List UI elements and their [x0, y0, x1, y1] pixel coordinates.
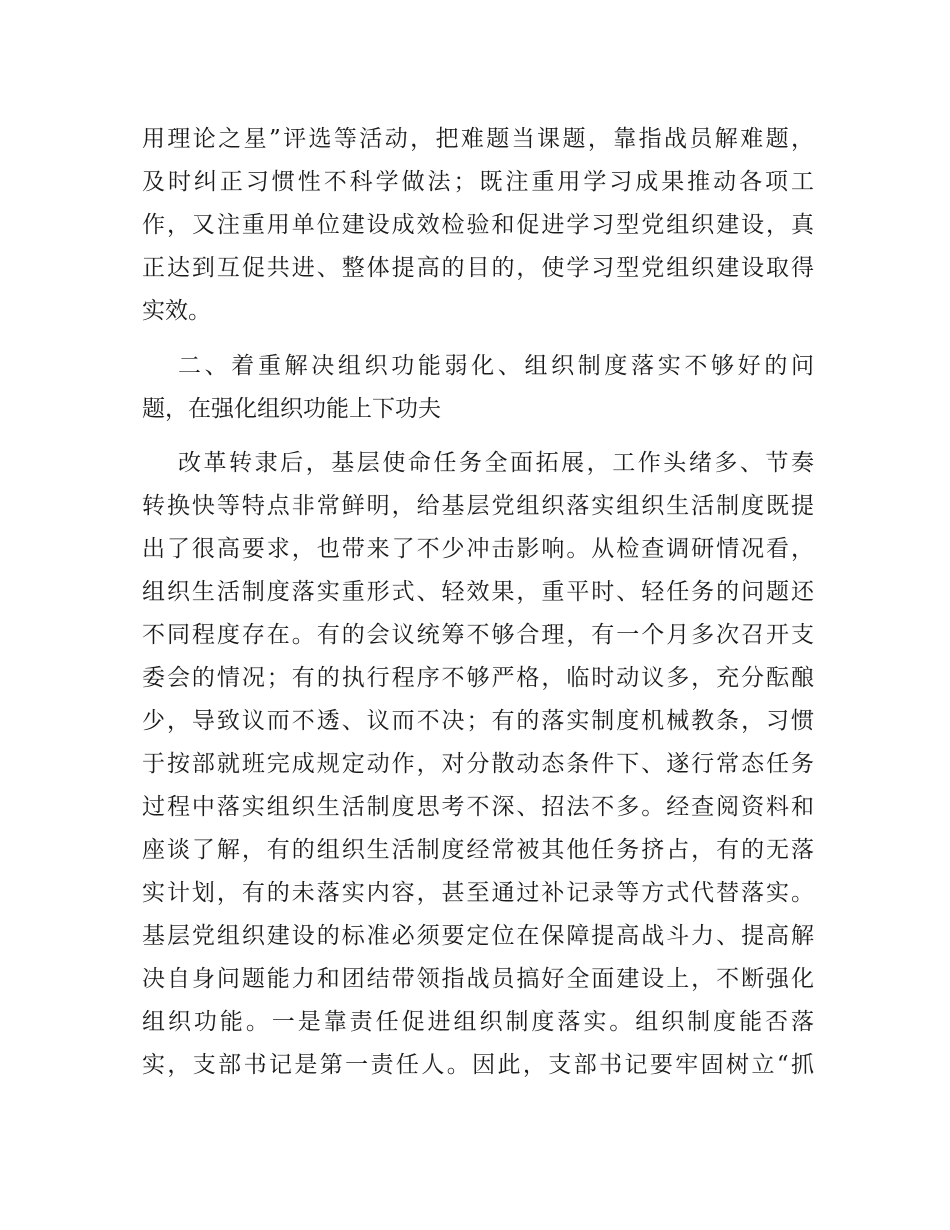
text-line: 出了很高要求，也带来了不少冲击影响。从检查调研情况看，	[142, 536, 814, 562]
heading-line: 题，在强化组织功能上下功夫	[142, 396, 441, 422]
text-line: 实效。	[142, 298, 211, 324]
text-line: 座谈了解，有的组织生活制度经常被其他任务挤占，有的无落	[142, 837, 814, 863]
text-line: 实，支部书记是第一责任人。因此，支部书记要牢固树立“抓	[142, 1052, 814, 1078]
text-line: 组织功能。一是靠责任促进组织制度落实。组织制度能否落	[142, 1009, 814, 1035]
text-line: 过程中落实组织生活制度思考不深、招法不多。经查阅资料和	[142, 794, 814, 820]
heading-line: 二、着重解决组织功能弱化、组织制度落实不够好的问	[178, 353, 814, 379]
text-line: 用理论之星”评选等活动，把难题当课题，靠指战员解难题，	[142, 126, 814, 152]
text-line: 决自身问题能力和团结带领指战员搞好全面建设上，不断强化	[142, 966, 814, 992]
text-line: 不同程度存在。有的会议统筹不够合理，有一个月多次召开支	[142, 622, 814, 648]
text-line: 委会的情况；有的执行程序不够严格，临时动议多，充分酝酿	[142, 665, 814, 691]
section-heading-2	[142, 345, 814, 431]
paragraph-2	[142, 442, 814, 1087]
text-line: 基层党组织建设的标准必须要定位在保障提高战斗力、提高解	[142, 923, 814, 949]
text-line: 作，又注重用单位建设成效检验和促进学习型党组织建设，真	[142, 212, 814, 238]
text-line: 转换快等特点非常鲜明，给基层党组织落实组织生活制度既提	[142, 493, 814, 519]
text-line: 组织生活制度落实重形式、轻效果，重平时、轻任务的问题还	[142, 579, 814, 605]
text-line: 正达到互促共进、整体提高的目的，使学习型党组织建设取得	[142, 255, 814, 281]
paragraph-1	[142, 118, 814, 333]
text-line: 及时纠正习惯性不科学做法；既注重用学习成果推动各项工	[142, 169, 814, 195]
text-line: 少，导致议而不透、议而不决；有的落实制度机械教条，习惯	[142, 708, 814, 734]
text-line: 于按部就班完成规定动作，对分散动态条件下、遂行常态任务	[142, 751, 814, 777]
text-line: 实计划，有的未落实内容，甚至通过补记录等方式代替落实。	[142, 880, 814, 906]
text-line: 改革转隶后，基层使命任务全面拓展，工作头绪多、节奏	[178, 450, 814, 476]
